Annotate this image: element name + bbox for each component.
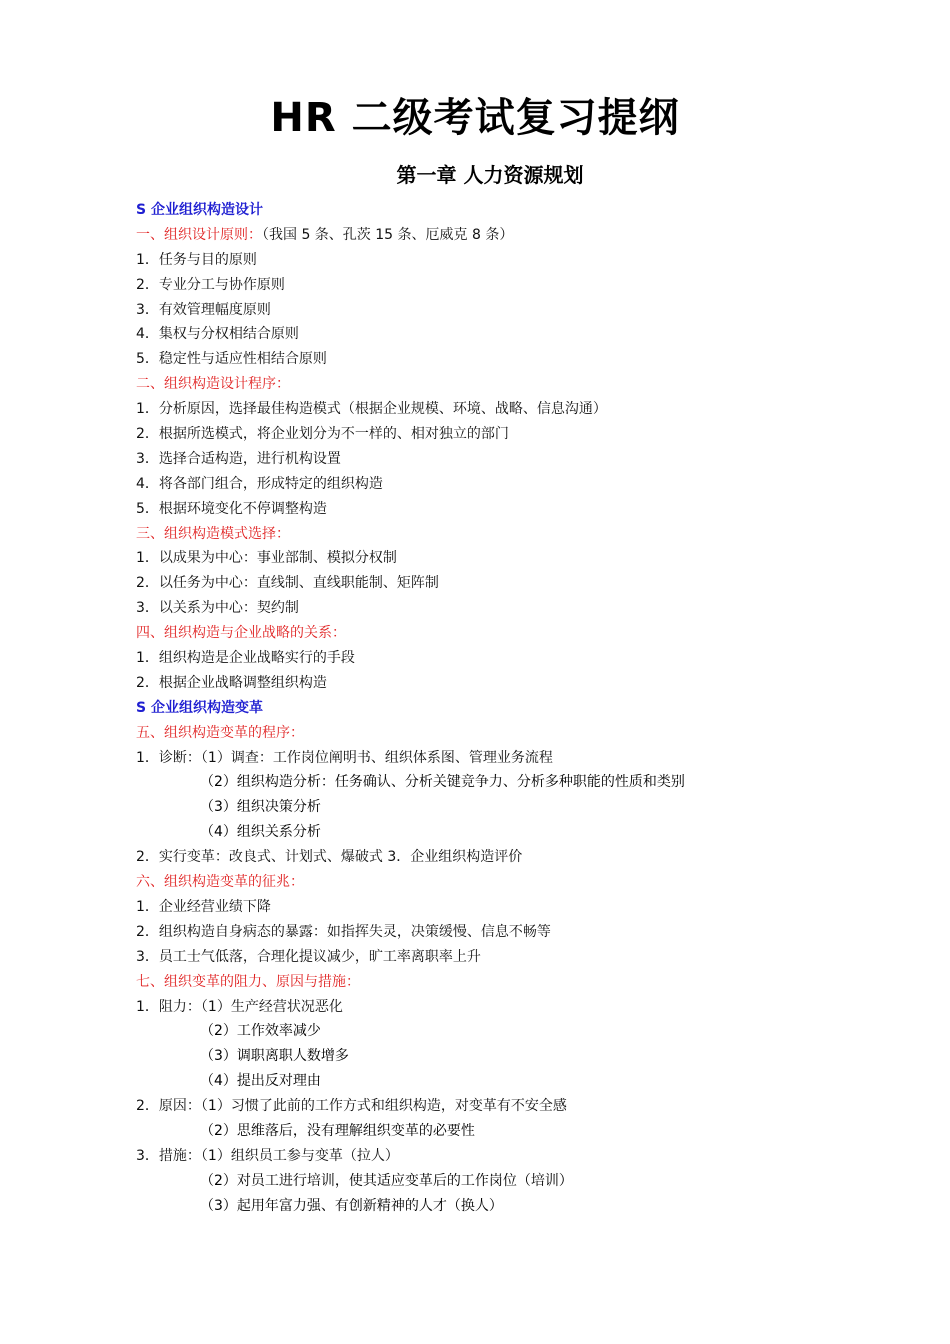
list-item	[136, 646, 910, 671]
list-item	[136, 746, 910, 771]
list-item	[136, 447, 910, 472]
subsection-heading	[136, 721, 910, 746]
line-text: 5．稳定性与适应性相结合原则	[136, 351, 327, 368]
line-text: 2．专业分工与协作原则	[136, 276, 285, 293]
line-text: 1．阻力：（1）生产经营状况恶化	[136, 998, 343, 1015]
sub-list-item	[136, 1019, 910, 1044]
line-text: 1．分析原因，选择最佳构造模式（根据企业规模、环境、战略、信息沟通）	[136, 401, 607, 418]
list-item	[136, 1144, 910, 1169]
line-text: （2）对员工进行培训，使其适应变革后的工作岗位（培训）	[200, 1172, 573, 1189]
sub-list-item	[136, 820, 910, 845]
line-text: S 企业组织构造变革	[136, 699, 263, 716]
line-text: 七、组织变革的阻力、原因与措施：	[136, 973, 360, 990]
list-item	[136, 546, 910, 571]
list-item	[136, 298, 910, 323]
sub-list-item	[136, 1044, 910, 1069]
line-text: （3）调职离职人数增多	[200, 1048, 349, 1065]
line-text: 2．根据所选模式，将企业划分为不一样的、相对独立的部门	[136, 426, 509, 443]
line-text: （4）组织关系分析	[200, 824, 321, 841]
chapter-title: 第一章 人力资源规划	[396, 163, 584, 187]
list-item	[136, 347, 910, 372]
list-item	[136, 995, 910, 1020]
sub-list-item	[136, 770, 910, 795]
list-item	[136, 248, 910, 273]
line-text: （2）组织构造分析：任务确认、分析关键竞争力、分析多种职能的性质和类别	[200, 774, 685, 791]
section-heading	[136, 198, 910, 223]
line-text: 2．根据企业战略调整组织构造	[136, 674, 327, 691]
list-item	[136, 895, 910, 920]
line-note: （我国 5 条、孔茨 15 条、厄威克 8 条）	[262, 226, 514, 243]
line-text: 二、组织构造设计程序：	[136, 376, 290, 393]
subsection-heading	[136, 522, 910, 547]
line-text: 3．员工士气低落，合理化提议减少，旷工率离职率上升	[136, 948, 481, 965]
line-text: （2）工作效率减少	[200, 1023, 321, 1040]
list-item	[136, 945, 910, 970]
line-text: 3．有效管理幅度原则	[136, 301, 271, 318]
line-text: 1．企业经营业绩下降	[136, 898, 271, 915]
list-item	[136, 273, 910, 298]
subsection-heading	[136, 870, 910, 895]
line-text: 1．诊断：（1）调查：工作岗位阐明书、组织体系图、管理业务流程	[136, 749, 553, 766]
line-text: 2．以任务为中心：直线制、直线职能制、矩阵制	[136, 575, 439, 592]
line-text: 4．将各部门组合，形成特定的组织构造	[136, 475, 383, 492]
list-item	[136, 571, 910, 596]
line-text: 2．实行变革：改良式、计划式、爆破式 3．企业组织构造评价	[136, 849, 523, 866]
line-text: 1．任务与目的原则	[136, 251, 257, 268]
line-text: 3．选择合适构造，进行机构设置	[136, 450, 341, 467]
list-item	[136, 422, 910, 447]
line-text: （3）起用年富力强、有创新精神的人才（换人）	[200, 1197, 503, 1214]
line-text: 三、组织构造模式选择：	[136, 525, 290, 542]
line-text: （3）组织决策分析	[200, 799, 321, 816]
list-item	[136, 397, 910, 422]
line-text: （2）思维落后，没有理解组织变革的必要性	[200, 1122, 475, 1139]
line-text: 2．原因：（1）习惯了此前的工作方式和组织构造，对变革有不安全感	[136, 1098, 567, 1115]
line-text: 六、组织构造变革的征兆：	[136, 874, 304, 891]
list-item	[136, 322, 910, 347]
outline-body	[136, 198, 910, 1219]
list-item	[136, 497, 910, 522]
sub-list-item	[136, 795, 910, 820]
sub-list-item	[136, 1069, 910, 1094]
line-text: 4．集权与分权相结合原则	[136, 326, 299, 343]
subsection-heading	[136, 970, 910, 995]
line-text: 一、组织设计原则：	[136, 226, 262, 243]
subsection-heading	[136, 372, 910, 397]
section-heading	[136, 696, 910, 721]
line-text: 3．以关系为中心：契约制	[136, 600, 299, 617]
sub-list-item	[136, 1194, 910, 1219]
line-text: 2．组织构造自身病态的暴露：如指挥失灵，决策缓慢、信息不畅等	[136, 923, 551, 940]
sub-list-item	[136, 1119, 910, 1144]
list-item	[136, 671, 910, 696]
line-text: （4）提出反对理由	[200, 1073, 321, 1090]
subsection-heading	[136, 223, 910, 248]
line-text: 四、组织构造与企业战略的关系：	[136, 625, 346, 642]
document-title: HR 二级考试复习提纲	[270, 95, 680, 141]
list-item	[136, 920, 910, 945]
list-item	[136, 472, 910, 497]
list-item	[136, 1094, 910, 1119]
line-text: S 企业组织构造设计	[136, 202, 263, 218]
subsection-heading	[136, 621, 910, 646]
line-text: 1．以成果为中心：事业部制、模拟分权制	[136, 550, 397, 567]
line-text: 五、组织构造变革的程序：	[136, 724, 304, 741]
list-item	[136, 845, 910, 870]
sub-list-item	[136, 1169, 910, 1194]
line-text: 1．组织构造是企业战略实行的手段	[136, 650, 355, 667]
list-item	[136, 596, 910, 621]
line-text: 3．措施：（1）组织员工参与变革（拉人）	[136, 1147, 399, 1164]
line-text: 5．根据环境变化不停调整构造	[136, 500, 327, 517]
